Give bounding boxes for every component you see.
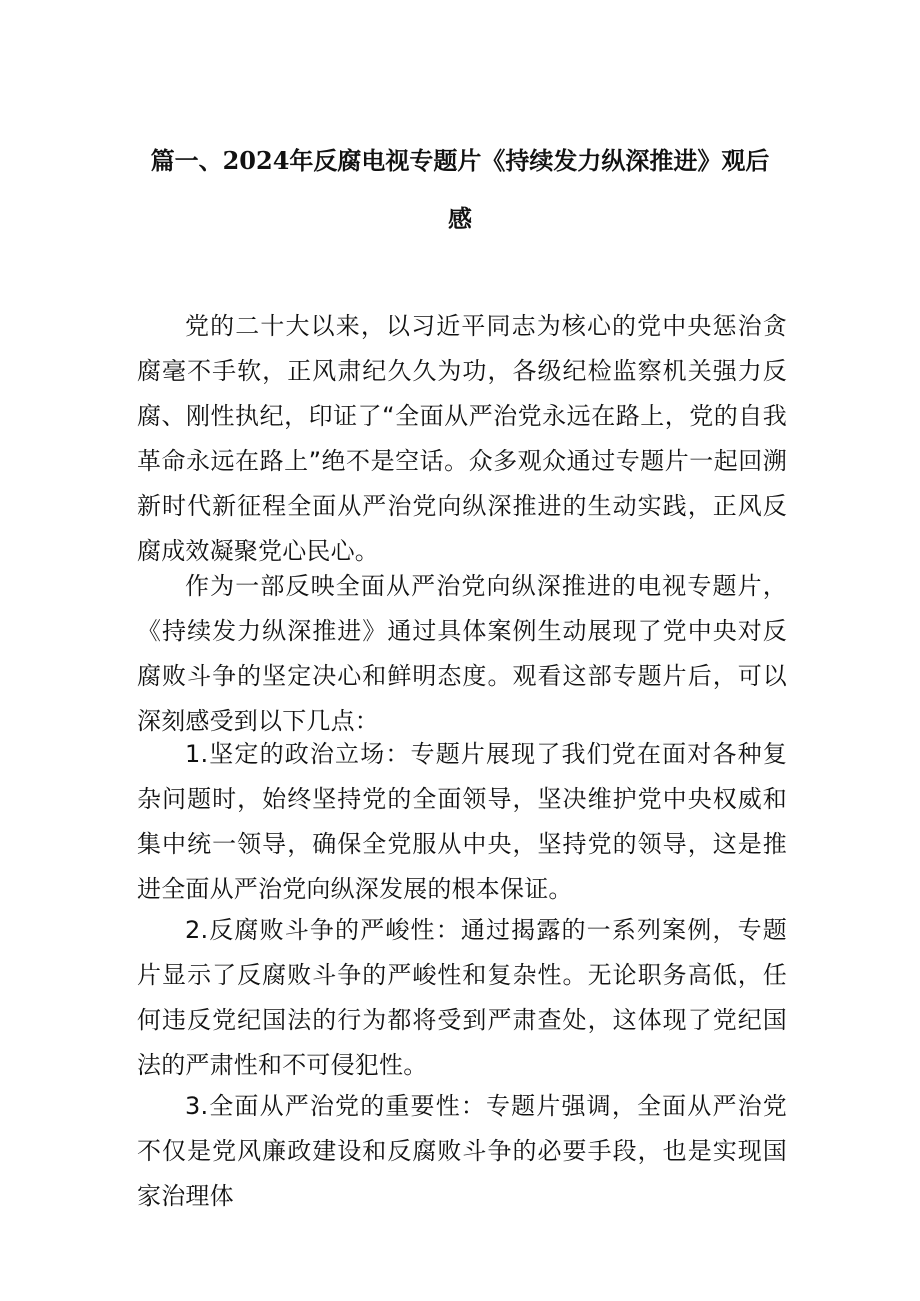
- paragraph-point-3: 3.全面从严治党的重要性：专题片强调，全面从严治党不仅是党风廉政建设和反腐败斗争的必要手段，也是实现国家治理体: [137, 1092, 787, 1210]
- paragraph-point-1: 1.坚定的政治立场：专题片展现了我们党在面对各种复杂问题时，始终坚持党的全面领导，坚决维护党中央权威和集中统一领导，确保全党服从中央，坚持党的领导，这是推进全面从严治党向纵深发展的根本保证。: [137, 740, 787, 903]
- document-title-line-2: 感: [448, 204, 472, 233]
- paragraph-intro: 党的二十大以来，以习近平同志为核心的党中央惩治贪腐毫不手软，正风肃纪久久为功，各级纪检监察机关强力反腐、刚性执纪，印证了“全面从严治党永远在路上，党的自我革命永远在路上”绝不是空话。众多观众通过专题片一起回溯新时代新征程全面从严治党向纵深推进的生动实践，正风反腐成效凝聚党心民心。: [137, 312, 787, 565]
- paragraph-overview: 作为一部反映全面从严治党向纵深推进的电视专题片，《持续发力纵深推进》通过具体案例生动展现了党中央对反腐败斗争的坚定决心和鲜明态度。观看这部专题片后，可以深刻感受到以下几点：: [137, 572, 787, 735]
- paragraph-point-2: 2.反腐败斗争的严峻性：通过揭露的一系列案例，专题片显示了反腐败斗争的严峻性和复杂性。无论职务高低，任何违反党纪国法的行为都将受到严肃查处，这体现了党纪国法的严肃性和不可侵犯性。: [137, 916, 787, 1079]
- document-title-line-1: 篇一、2024年反腐电视专题片《持续发力纵深推进》观后: [150, 146, 770, 175]
